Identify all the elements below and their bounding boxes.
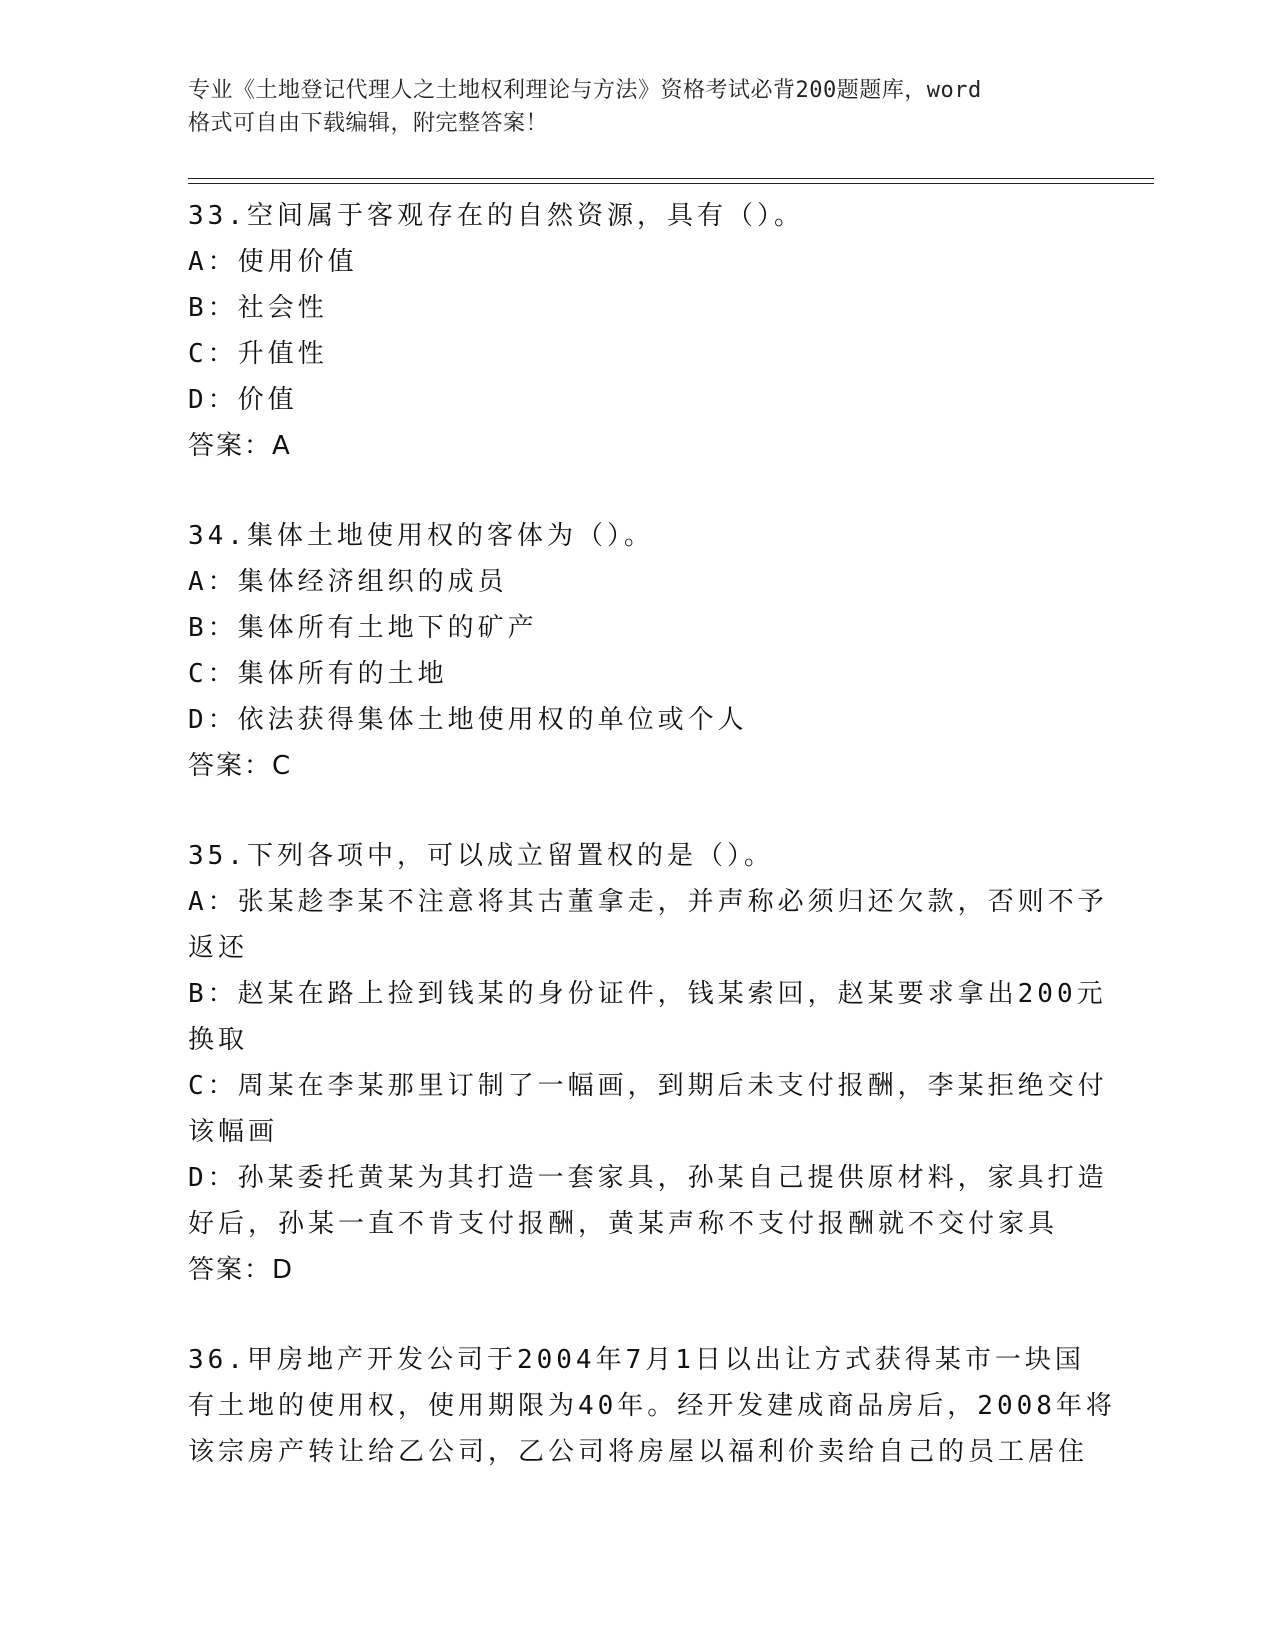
option-b: B：集体所有土地下的矿产: [188, 613, 538, 643]
option-b-line-1: B：赵某在路上捡到钱某的身份证件，钱某索回，赵某要求拿出200元: [188, 979, 1107, 1009]
question-block-33: [188, 193, 1088, 469]
option-c: C：升值性: [188, 339, 328, 369]
question-block-36: [188, 1337, 1116, 1475]
option-c-line-2: 该幅画: [188, 1117, 279, 1147]
option-d: D：依法获得集体土地使用权的单位或个人: [188, 705, 748, 735]
header-divider-top: [188, 178, 1154, 179]
option-a-line-1: A：张某趁李某不注意将其古董拿走，并声称必须归还欠款，否则不予: [188, 887, 1108, 917]
option-d-line-2: 好后，孙某一直不肯支付报酬，黄某声称不支付报酬就不交付家具: [188, 1209, 1059, 1239]
answer-label: 答案：D: [188, 1255, 295, 1285]
question-text: 34.集体土地使用权的客体为（）。: [188, 521, 654, 551]
block-spacer: [188, 789, 1088, 833]
header-divider-bottom: [188, 183, 1154, 184]
answer-label: 答案：C: [188, 751, 293, 781]
block-spacer: [188, 469, 1088, 513]
document-header: [188, 74, 1088, 140]
option-a: A：集体经济组织的成员: [188, 567, 508, 597]
option-c-line-1: C：周某在李某那里订制了一幅画，到期后未支付报酬，李某拒绝交付: [188, 1071, 1108, 1101]
question-text: 33.空间属于客观存在的自然资源，具有（）。: [188, 201, 804, 231]
block-spacer: [188, 1293, 1088, 1337]
option-a: A：使用价值: [188, 247, 358, 277]
option-b-line-2: 换取: [188, 1025, 249, 1055]
header-line-1: 专业《土地登记代理人之土地权利理论与方法》资格考试必背200题题库，word: [188, 78, 982, 103]
option-a-line-2: 返还: [188, 933, 249, 963]
question-list: [188, 193, 1116, 1475]
option-c: C：集体所有的土地: [188, 659, 448, 689]
option-d: D：价值: [188, 385, 298, 415]
answer-label: 答案：A: [188, 431, 292, 461]
option-d-line-1: D：孙某委托黄某为其打造一套家具，孙某自己提供原材料，家具打造: [188, 1163, 1108, 1193]
question-text-line-1: 36.甲房地产开发公司于2004年7月1日以出让方式获得某市一块国: [188, 1345, 1085, 1375]
question-text-line-2: 有土地的使用权，使用期限为40年。经开发建成商品房后，2008年将: [188, 1391, 1116, 1421]
option-b: B：社会性: [188, 293, 328, 323]
question-text-line-3: 该宗房产转让给乙公司，乙公司将房屋以福利价卖给自己的员工居住: [188, 1437, 1089, 1467]
question-text: 35.下列各项中，可以成立留置权的是（）。: [188, 841, 774, 871]
header-line-2: 格式可自由下载编辑，附完整答案！: [188, 111, 549, 136]
question-block-34: [188, 513, 1088, 789]
question-block-35: [188, 833, 1108, 1293]
